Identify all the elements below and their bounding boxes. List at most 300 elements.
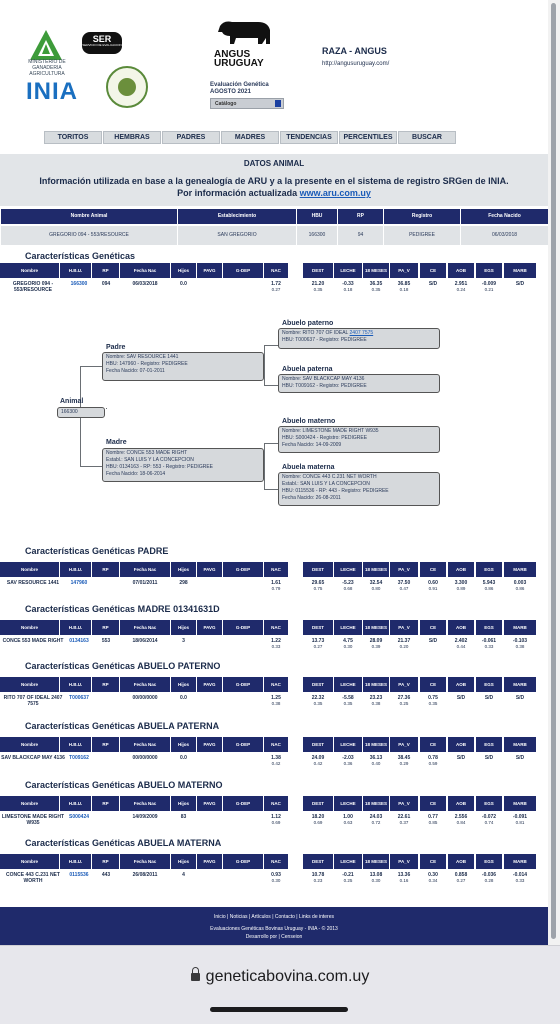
relative-3-col-header: Fecha Nac	[120, 737, 170, 752]
relative-1-col-header: MARB	[504, 620, 536, 635]
relative-4-value-main: 1.00	[343, 814, 353, 820]
relative-5-value	[363, 872, 389, 884]
relative-0-cell-fecha: 07/01/2011	[132, 580, 158, 586]
animal-col-header: H.B.U.	[60, 263, 91, 278]
relative-5-col-header: CE	[420, 854, 446, 869]
relative-1-col-header: LECHE	[334, 620, 362, 635]
relative-4-value-acc: 0.63	[343, 820, 353, 825]
relative-5-value-main: 0.858	[454, 872, 468, 878]
relative-3-cell-hbu[interactable]: T009162	[69, 755, 89, 761]
relative-title: Características Genéticas PADRE	[25, 546, 169, 556]
relative-5-col-header: AOB	[448, 854, 474, 869]
relative-4-col-header: LECHE	[334, 796, 362, 811]
relative-0-cell-hbu[interactable]: 147960	[70, 580, 88, 586]
relative-1-col-header: EGS	[476, 620, 502, 635]
relative-2-value	[448, 695, 474, 701]
tree-line	[264, 489, 278, 490]
relative-5-cell-hbu[interactable]: 0115536	[69, 872, 89, 878]
relative-3-col-header: NAC	[264, 737, 288, 752]
relative-0-col-header: PAVG	[197, 562, 222, 577]
relative-4-value	[390, 814, 418, 826]
relative-0-col-header: CE	[420, 562, 446, 577]
relative-2-col-header: NAC	[264, 677, 288, 692]
relative-4-value-acc: 0.74	[484, 820, 494, 825]
animal-value	[363, 281, 389, 293]
relative-2-col-header: Nombre	[0, 677, 59, 692]
footer-link-articulos[interactable]: Artículos	[251, 914, 271, 920]
relative-5-value-acc: 0.30	[371, 878, 381, 883]
relative-0-col-header: Nombre	[0, 562, 59, 577]
ser-logo: SER SERVICIO DE EVALUACION	[82, 32, 122, 54]
relative-4-value-main: 22.61	[397, 814, 411, 820]
relative-5-col-header: NAC	[264, 854, 288, 869]
nav-padres[interactable]: PADRES	[162, 131, 220, 144]
relative-1-col-header: G-DEP	[223, 620, 263, 635]
relative-0-value-acc: 0.68	[343, 586, 353, 591]
relative-4-value	[303, 814, 333, 826]
relative-1-cell-rp: 553	[101, 638, 111, 644]
relative-5-col-header: Nombre	[0, 854, 59, 869]
madre-label: Madre	[106, 439, 127, 446]
datos-header-4: Registro	[384, 209, 460, 224]
relative-1-value	[334, 638, 362, 650]
relative-1-value	[504, 638, 536, 650]
relative-1-value	[448, 638, 474, 650]
relative-4-col-header: CE	[420, 796, 446, 811]
relative-5-value	[303, 872, 333, 884]
relative-5-col-header: RP	[92, 854, 119, 869]
relative-5-col-header: Fecha Nac	[120, 854, 170, 869]
animal-value-acc: 0.21	[484, 287, 494, 292]
datos-header-1: Establecimiento	[178, 209, 296, 224]
evaluacion-label: Evaluación Genética AGOSTO 2021	[210, 82, 269, 95]
relative-0-value	[390, 580, 418, 592]
abuelo-paterno-link[interactable]: 2407 7575	[349, 330, 374, 336]
relative-5-col-header: 18 MESES	[363, 854, 389, 869]
nav-madres[interactable]: MADRES	[221, 131, 279, 144]
animal-col-header: Fecha Nac	[120, 263, 170, 278]
animal-value-acc: 0.35	[313, 287, 323, 292]
relative-5-value-acc: 0.23	[313, 878, 323, 883]
relative-4-col-header: H.B.U.	[60, 796, 91, 811]
catalogo-select[interactable]: Catálogo	[210, 98, 284, 109]
relative-3-value-acc: 0.59	[428, 761, 438, 766]
angus-uruguay-text: ANGUS URUGUAY	[214, 49, 264, 69]
relative-4-value-main: -0.072	[481, 814, 497, 820]
relative-2-value-main: S/D	[484, 695, 494, 701]
relative-5-cell-name: CONCE 443 C.231 NET WORTH	[6, 872, 60, 884]
relative-5-value	[264, 872, 288, 884]
relative-0-col-header: Hijos	[171, 562, 196, 577]
relative-0-value	[363, 580, 389, 592]
relative-2-value-main: 1.25	[271, 695, 281, 701]
tree-line	[80, 366, 102, 367]
relative-3-value-acc: 0.29	[399, 761, 409, 766]
relative-2-value-main: S/D	[515, 695, 525, 701]
relative-1-value-acc: 0.33	[484, 644, 494, 649]
relative-1-col-header: DEST	[303, 620, 333, 635]
relative-1-value-main: 2.402	[454, 638, 468, 644]
home-indicator[interactable]	[210, 1007, 348, 1012]
relative-1-col-header: Fecha Nac	[120, 620, 170, 635]
relative-1-value	[264, 638, 288, 650]
relative-2-value-main: 27.36	[397, 695, 411, 701]
relative-3-value-acc: 0.42	[313, 761, 323, 766]
animal-value-acc: 0.18	[343, 287, 353, 292]
relative-0-value-acc: 0.86	[515, 586, 525, 591]
animal-value-acc: 0.35	[371, 287, 381, 292]
animal-value-main: S/D	[515, 281, 525, 287]
relative-3-value	[303, 755, 333, 767]
animal-col-header: PA_V	[390, 263, 418, 278]
relative-0-col-header: EGS	[476, 562, 502, 577]
relative-3-col-header: G-DEP	[223, 737, 263, 752]
relative-0-col-header: NAC	[264, 562, 288, 577]
relative-2-value	[390, 695, 418, 707]
raza-url-link[interactable]: http://angusuruguay.com/	[322, 61, 390, 67]
animal-value	[476, 281, 502, 293]
relative-5-value-acc: 0.34	[428, 878, 438, 883]
relative-title: Características Genéticas ABUELA MATERNA	[25, 838, 222, 848]
datos-value-0: GREGORIO 094 - 553/RESOURCE	[1, 226, 177, 245]
abuela-materna-label: Abuela materna	[282, 464, 335, 471]
tree-line	[80, 466, 102, 467]
relative-3-value-main: 1.38	[271, 755, 281, 761]
relative-4-value-main: 2.556	[454, 814, 468, 820]
relative-4-value	[334, 814, 362, 826]
tree-line	[264, 443, 278, 444]
relative-0-value-main: 32.54	[369, 580, 383, 586]
relative-5-col-header: DEST	[303, 854, 333, 869]
padre-box: Nombre: SAV RESOURCE 1441 HBU: 147960 - Registro: PEDIGREE Fecha Nacido: 07-01-2011	[102, 352, 264, 381]
datos-value-2: 166300	[297, 226, 337, 245]
relative-1-value-acc: 0.33	[271, 644, 281, 649]
animal-value-acc: 0.27	[271, 287, 281, 292]
relative-5-value-main: 10.78	[311, 872, 325, 878]
relative-1-value	[390, 638, 418, 650]
relative-1-cell-name: CONCE 553 MADE RIGHT	[2, 638, 64, 644]
scrollbar-thumb[interactable]	[551, 3, 556, 939]
relative-0-value-acc: 0.86	[484, 586, 494, 591]
relative-0-value-main: 29.65	[311, 580, 325, 586]
relative-0-value-acc: 0.75	[313, 586, 323, 591]
animal-col-header: 18 MESES	[363, 263, 389, 278]
relative-4-col-header: MARB	[504, 796, 536, 811]
relative-2-value-acc: 0.35	[343, 701, 353, 706]
relative-2-value-acc: 0.38	[371, 701, 381, 706]
relative-3-value-main: 38.45	[397, 755, 411, 761]
relative-0-col-header: H.B.U.	[60, 562, 91, 577]
relative-5-value-main: 0.30	[428, 872, 438, 878]
relative-3-value-main: S/D	[456, 755, 466, 761]
relative-5-value-acc: 0.28	[484, 878, 494, 883]
animal-value-main: 36.85	[397, 281, 411, 287]
relative-5-value-main: 13.36	[397, 872, 411, 878]
tree-line	[264, 385, 278, 386]
animal-cell-hbu[interactable]: 166300	[70, 281, 88, 287]
relative-3-col-header: RP	[92, 737, 119, 752]
dropdown-icon	[275, 100, 281, 107]
nav-toritos[interactable]: TORITOS	[44, 131, 102, 144]
relative-0-value	[504, 580, 536, 592]
relative-4-cell-hbu[interactable]: S000424	[68, 814, 90, 820]
abuelo-paterno-box: Nombre: RITO 707 OF IDEAL 2407 7575 HBU: T000637 - Registro: PEDIGREE	[278, 328, 440, 349]
animal-col-header: MARB	[504, 263, 536, 278]
animal-cell-rp: 094	[101, 281, 111, 287]
relative-5-value-acc: 0.27	[456, 878, 466, 883]
relative-5-value	[476, 872, 502, 884]
relative-title: Características Genéticas MADRE 01341631D	[25, 604, 220, 614]
relative-2-col-header: PA_V	[390, 677, 418, 692]
relative-5-value	[504, 872, 536, 884]
tree-line	[264, 345, 278, 346]
animal-value-main: -0.33	[342, 281, 354, 287]
relative-3-value	[363, 755, 389, 767]
relative-0-col-header: LECHE	[334, 562, 362, 577]
abuela-paterna-label: Abuela paterna	[282, 366, 333, 373]
relative-2-col-header: G-DEP	[223, 677, 263, 692]
relative-2-value	[334, 695, 362, 707]
datos-value-5: 06/03/2018	[461, 226, 548, 245]
relative-5-value	[390, 872, 418, 884]
animal-cell-name: GREGORIO 094 - 553/RESOURCE	[12, 281, 54, 293]
animal-value	[448, 281, 474, 293]
relative-5-col-header: PAVG	[197, 854, 222, 869]
relative-2-value-acc: 0.35	[428, 701, 438, 706]
relative-1-value-acc: 0.39	[371, 644, 381, 649]
relative-4-value-main: 18.20	[311, 814, 325, 820]
info-text-2: Por información actualizada www.aru.com.uy	[177, 188, 371, 198]
relative-title: Características Genéticas ABUELO MATERNO	[25, 780, 223, 790]
relative-2-value	[420, 695, 446, 707]
relative-0-col-header: RP	[92, 562, 119, 577]
relative-3-col-header: H.B.U.	[60, 737, 91, 752]
relative-2-cell-hbu[interactable]: T000637	[69, 695, 89, 701]
aru-link[interactable]: www.aru.com.uy	[299, 188, 371, 198]
relative-2-value	[303, 695, 333, 707]
relative-5-value-main: 13.08	[369, 872, 383, 878]
relative-1-col-header: CE	[420, 620, 446, 635]
animal-value	[303, 281, 333, 293]
relative-1-value	[303, 638, 333, 650]
relative-5-col-header: G-DEP	[223, 854, 263, 869]
relative-1-col-header: PA_V	[390, 620, 418, 635]
abuela-paterna-box: Nombre: SAV BLACKCAP MAY 4136 HBU: T009162 - Registro: PEDIGREE	[278, 374, 440, 393]
relative-2-col-header: RP	[92, 677, 119, 692]
relative-0-cell-name: SAV RESOURCE 1441	[6, 580, 60, 586]
relative-0-value	[334, 580, 362, 592]
footer-link-contacto[interactable]: Contacto	[274, 914, 295, 920]
relative-3-col-header: PA_V	[390, 737, 418, 752]
relative-1-col-header: AOB	[448, 620, 474, 635]
relative-4-cell-name: LIMESTONE MADE RIGHT W935	[1, 814, 65, 826]
agronomia-logo-text: MINISTERIO DE GANADERIA AGRICULTURA	[28, 59, 66, 77]
relative-4-col-header: Fecha Nac	[120, 796, 170, 811]
relative-5-cell-rp: 443	[101, 872, 111, 878]
relative-2-col-header: EGS	[476, 677, 502, 692]
relative-2-cell-hijos: 0.0	[180, 695, 187, 701]
tree-line	[264, 443, 265, 489]
relative-5-value-acc: 0.16	[399, 878, 409, 883]
relative-3-col-header: EGS	[476, 737, 502, 752]
relative-5-col-header: H.B.U.	[60, 854, 91, 869]
raza-title: RAZA - ANGUS	[322, 46, 387, 56]
relative-5-value-main: -0.014	[512, 872, 528, 878]
datos-title: DATOS ANIMAL	[243, 159, 305, 168]
relative-1-cell-hbu[interactable]: 0134163	[69, 638, 89, 644]
relative-0-value-main: 0.003	[513, 580, 527, 586]
animal-value	[334, 281, 362, 293]
nav-hembras[interactable]: HEMBRAS	[103, 131, 161, 144]
relative-3-value-main: 0.78	[428, 755, 438, 761]
relative-3-value	[476, 755, 502, 761]
relative-4-cell-hijos: 83	[180, 814, 187, 820]
relative-4-col-header: Hijos	[171, 796, 196, 811]
relative-2-cell-fecha: 00/00/0000	[132, 695, 158, 701]
relative-0-value-acc: 0.91	[428, 586, 438, 591]
relative-4-value-main: -0.091	[512, 814, 528, 820]
relative-4-value-acc: 0.72	[371, 820, 381, 825]
relative-3-col-header: LECHE	[334, 737, 362, 752]
animal-value-main: 2.951	[454, 281, 468, 287]
relative-4-value	[504, 814, 536, 826]
relative-3-cell-name: SAV BLACKCAP MAY 4136	[1, 755, 65, 761]
relative-3-value	[264, 755, 288, 767]
info-text: Información utilizada en base a la genealogía de ARU y a la presente en el sistema de registro SRGen de INIA.	[39, 176, 509, 186]
relative-1-col-header: Nombre	[0, 620, 59, 635]
relative-2-col-header: Hijos	[171, 677, 196, 692]
relative-2-value	[264, 695, 288, 707]
relative-title: Características Genéticas ABUELO PATERNO	[25, 661, 221, 671]
relative-4-col-header: PAVG	[197, 796, 222, 811]
relative-4-value-acc: 0.84	[456, 820, 466, 825]
animal-value-main: 36.35	[369, 281, 383, 287]
nav-buscar[interactable]: BUSCAR	[398, 131, 456, 144]
relative-2-col-header: DEST	[303, 677, 333, 692]
relative-4-value-acc: 0.69	[313, 820, 323, 825]
madre-box: Nombre: CONCE 553 MADE RIGHT Establ.: SAN LUIS Y LA CONCEPCION HBU: 0134163 - RP: 553 - Registro: PEDIGREE Fecha Nacido: 18-06-2014	[102, 448, 264, 482]
relative-5-value-acc: 0.33	[515, 878, 525, 883]
animal-box: 166300	[57, 407, 105, 418]
browser-address-bar[interactable]	[0, 945, 560, 1024]
relative-4-value-acc: 0.37	[399, 820, 409, 825]
relative-5-value-acc: 0.25	[343, 878, 353, 883]
animal-col-header: NAC	[264, 263, 288, 278]
relative-0-value-main: 37.50	[397, 580, 411, 586]
relative-3-col-header: AOB	[448, 737, 474, 752]
animal-col-header: EGS	[476, 263, 502, 278]
gen-title: Características Genéticas	[25, 251, 136, 261]
relative-3-value-main: S/D	[484, 755, 494, 761]
relative-3-value	[334, 755, 362, 767]
relative-4-value-main: 1.12	[271, 814, 281, 820]
relative-4-value	[420, 814, 446, 826]
relative-3-cell-hijos: 0.0	[180, 755, 187, 761]
relative-2-value-acc: 0.25	[399, 701, 409, 706]
relative-4-value	[264, 814, 288, 826]
relative-2-value-acc: 0.38	[271, 701, 281, 706]
padre-label: Padre	[106, 344, 126, 351]
relative-0-value-main: 0.60	[428, 580, 438, 586]
relative-0-value-main: -5.23	[342, 580, 354, 586]
datos-value-4: PEDIGREE	[384, 226, 460, 245]
animal-value	[264, 281, 288, 293]
relative-0-col-header: G-DEP	[223, 562, 263, 577]
relative-3-value-main: 36.13	[369, 755, 383, 761]
footer-link-noticias[interactable]: Noticias	[229, 914, 248, 920]
relative-4-value-acc: 0.69	[271, 820, 281, 825]
relative-5-cell-fecha: 26/08/2011	[132, 872, 158, 878]
url-text[interactable]: geneticabovina.com.uy	[205, 968, 370, 985]
relative-1-value	[420, 638, 446, 644]
nav-percentiles[interactable]: PERCENTILES	[339, 131, 397, 144]
seal-logo	[106, 66, 148, 108]
abuela-materna-box: Nombre: CONCE 443 C.231 NET WORTH Establ.: SAN LUIS Y LA CONCEPCION HBU: 0115536 - RP: 443 - Registro: PEDIGREE Fecha Nacido: 26-08-2011	[278, 472, 440, 506]
relative-1-value-acc: 0.27	[313, 644, 323, 649]
relative-1-col-header: 18 MESES	[363, 620, 389, 635]
tree-line	[264, 345, 265, 385]
relative-1-value-acc: 0.44	[456, 644, 466, 649]
relative-0-value-main: 1.61	[271, 580, 281, 586]
relative-0-cell-hijos: 298	[179, 580, 188, 586]
relative-1-col-header: NAC	[264, 620, 288, 635]
relative-3-col-header: PAVG	[197, 737, 222, 752]
nav-tendencias[interactable]: TENDENCIAS	[280, 131, 338, 144]
footer-link-links[interactable]: Links de interes	[298, 914, 335, 920]
relative-3-value-acc: 0.40	[371, 761, 381, 766]
relative-3-cell-fecha: 00/00/0000	[132, 755, 158, 761]
abuelo-materno-box: Nombre: LIMESTONE MADE RIGHT W935 HBU: S000424 - Registro: PEDIGREE Fecha Nacido: 14-09-2009	[278, 426, 440, 453]
datos-header-0: Nombre Animal	[1, 209, 177, 224]
relative-0-col-header: DEST	[303, 562, 333, 577]
relative-1-value	[363, 638, 389, 650]
relative-1-value-main: 4.75	[343, 638, 353, 644]
relative-5-col-header: Hijos	[171, 854, 196, 869]
footer-link-inicio[interactable]: Inicio	[213, 914, 226, 920]
animal-col-header: LECHE	[334, 263, 362, 278]
relative-5-value	[420, 872, 446, 884]
relative-5-value-acc: 0.30	[271, 878, 281, 883]
relative-3-col-header: Hijos	[171, 737, 196, 752]
animal-value-main: 21.20	[311, 281, 325, 287]
relative-4-col-header: 18 MESES	[363, 796, 389, 811]
relative-1-col-header: RP	[92, 620, 119, 635]
relative-1-value-main: 13.73	[311, 638, 325, 644]
relative-1-cell-fecha: 18/06/2014	[132, 638, 158, 644]
relative-5-value-main: -0.21	[342, 872, 354, 878]
relative-0-col-header: PA_V	[390, 562, 418, 577]
relative-4-value-main: 24.03	[369, 814, 383, 820]
animal-value	[504, 281, 536, 287]
relative-4-value	[448, 814, 474, 826]
relative-0-value-acc: 0.79	[271, 586, 281, 591]
animal-value-main: -0.009	[481, 281, 497, 287]
footer-credit: Desarrollo por | Censeion	[245, 934, 303, 940]
relative-3-value-acc: 0.42	[271, 761, 281, 766]
animal-col-header: G-DEP	[223, 263, 263, 278]
relative-2-value	[504, 695, 536, 701]
animal-col-header: RP	[92, 263, 119, 278]
animal-col-header: Nombre	[0, 263, 59, 278]
relative-3-col-header: CE	[420, 737, 446, 752]
animal-col-header: CE	[420, 263, 446, 278]
relative-4-value	[476, 814, 502, 826]
relative-2-cell-name: RITO 707 OF IDEAL 2407 7575	[3, 695, 63, 707]
relative-2-col-header: LECHE	[334, 677, 362, 692]
animal-value-main: S/D	[428, 281, 438, 287]
relative-2-value	[476, 695, 502, 701]
animal-cell-hijos: 0.0	[180, 281, 187, 287]
